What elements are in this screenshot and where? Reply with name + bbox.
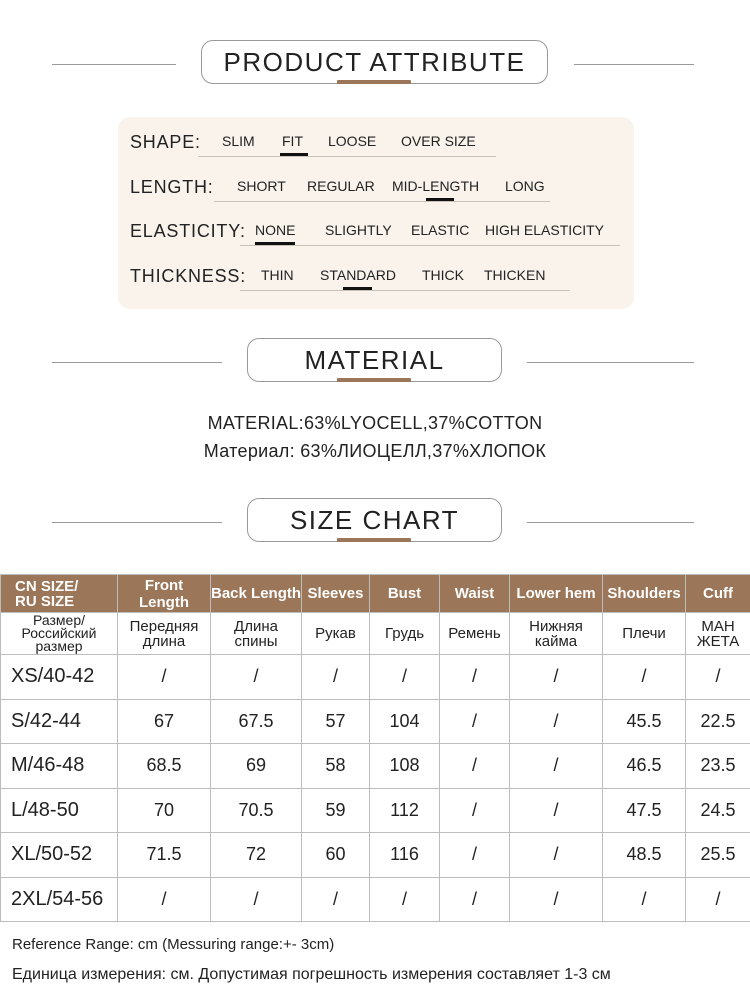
table-row	[1, 699, 750, 744]
attr-baseline	[240, 245, 620, 246]
table-cell: /	[440, 788, 510, 833]
attr-option: REGULAR	[307, 178, 375, 194]
table-row	[1, 788, 750, 833]
table-cell: /	[302, 655, 370, 700]
material-russian: Материал: 63%ЛИОЦЕЛЛ,37%ХЛОПОК	[203, 441, 547, 461]
table-cell: 116	[370, 833, 440, 878]
table-cell: 70.5	[211, 788, 302, 833]
selected-marker	[280, 153, 308, 156]
table-header-row	[1, 575, 750, 613]
table-row	[1, 744, 750, 789]
column-header: Bust	[370, 575, 440, 613]
attr-option: LONG	[505, 178, 545, 194]
table-cell: 72	[211, 833, 302, 878]
table-cell: /	[440, 744, 510, 789]
attr-baseline	[198, 156, 496, 157]
table-cell: /	[510, 655, 603, 700]
size-label-cell: L/48-50	[1, 788, 118, 833]
column-header-ru: Передняя длина	[118, 613, 211, 655]
attr-label-length: LENGTH:	[130, 177, 214, 197]
attr-option: LOOSE	[328, 133, 377, 149]
table-cell: /	[510, 788, 603, 833]
table-cell: /	[211, 877, 302, 922]
attr-label-thickness: THICKNESS:	[130, 266, 247, 286]
column-header-ru: Рукав	[302, 613, 370, 655]
table-cell: 60	[302, 833, 370, 878]
column-header: CN SIZE/ RU SIZE	[1, 575, 118, 613]
table-cell: 70	[118, 788, 211, 833]
attr-baseline	[240, 290, 570, 291]
size-label-cell: XL/50-52	[1, 833, 118, 878]
header-rule-left	[52, 362, 222, 363]
table-cell: /	[510, 833, 603, 878]
table-cell: /	[370, 877, 440, 922]
header-accent-bar	[337, 538, 411, 542]
size-chart-header	[0, 498, 750, 548]
header-rule-right	[574, 64, 694, 65]
table-cell: /	[440, 877, 510, 922]
attr-option-selected: NONE	[255, 222, 296, 238]
table-cell: 23.5	[686, 744, 750, 789]
size-chart-title: SIZE CHART	[247, 498, 502, 542]
table-cell: /	[510, 699, 603, 744]
attr-option: ELASTIC	[411, 222, 470, 238]
column-header-ru: Ремень	[440, 613, 510, 655]
column-header-ru: Длина спины	[211, 613, 302, 655]
table-cell: /	[440, 655, 510, 700]
attr-option: THICKEN	[484, 267, 546, 283]
header-rule-right	[527, 362, 694, 363]
attr-option: OVER SIZE	[401, 133, 476, 149]
header-rule-right	[527, 522, 694, 523]
table-cell: /	[370, 655, 440, 700]
table-cell: 25.5	[686, 833, 750, 878]
table-cell: 68.5	[118, 744, 211, 789]
attr-option: SLIM	[222, 133, 255, 149]
table-cell: 45.5	[603, 699, 686, 744]
column-header: Back Length	[211, 575, 302, 613]
table-cell: 58	[302, 744, 370, 789]
attr-row-length	[118, 175, 634, 205]
attribute-panel	[118, 117, 634, 309]
selected-marker	[255, 242, 295, 245]
table-cell: /	[440, 833, 510, 878]
table-cell: 47.5	[603, 788, 686, 833]
table-row	[1, 655, 750, 700]
reference-range-note: Reference Range: cm (Messuring range:+- 3cm)	[12, 936, 335, 953]
measurement-note-russian: Единица измерения: см. Допустимая погрешность измерения составляет 1-3 см	[12, 966, 611, 983]
size-label-cell: 2XL/54-56	[1, 877, 118, 922]
table-row	[1, 833, 750, 878]
table-cell: 57	[302, 699, 370, 744]
attr-option: HIGH ELASTICITY	[485, 222, 605, 238]
size-chart-table	[0, 574, 750, 922]
table-header-row-russian	[1, 613, 750, 655]
header-rule-left	[52, 64, 176, 65]
header-accent-bar	[337, 378, 411, 382]
table-cell: 46.5	[603, 744, 686, 789]
column-header-ru: Размер/ Российский размер	[1, 613, 118, 655]
table-cell: /	[510, 877, 603, 922]
header-accent-bar	[337, 80, 411, 84]
product-attribute-title: PRODUCT ATTRIBUTE	[201, 40, 548, 84]
column-header-ru: МАН ЖЕТА	[686, 613, 750, 655]
column-header-ru: Грудь	[370, 613, 440, 655]
selected-marker	[343, 287, 372, 290]
material-title: MATERIAL	[247, 338, 502, 382]
table-row	[1, 877, 750, 922]
table-cell: 59	[302, 788, 370, 833]
attr-option-selected: FIT	[282, 133, 303, 149]
attr-label-shape: SHAPE:	[130, 132, 201, 152]
table-cell: 67.5	[211, 699, 302, 744]
column-header: Sleeves	[302, 575, 370, 613]
table-cell: /	[211, 655, 302, 700]
attr-row-elasticity	[118, 219, 634, 249]
material-english: MATERIAL:63%LYOCELL,37%COTTON	[207, 413, 543, 433]
table-cell: /	[603, 655, 686, 700]
attr-baseline	[214, 201, 550, 202]
table-cell: 104	[370, 699, 440, 744]
selected-marker	[426, 198, 454, 201]
attr-label-elasticity: ELASTICITY:	[130, 221, 246, 241]
table-cell: 112	[370, 788, 440, 833]
size-label-cell: XS/40-42	[1, 655, 118, 700]
size-label-cell: S/42-44	[1, 699, 118, 744]
table-cell: 69	[211, 744, 302, 789]
table-cell: /	[302, 877, 370, 922]
attr-row-thickness	[118, 264, 634, 294]
table-cell: /	[686, 655, 750, 700]
table-cell: 24.5	[686, 788, 750, 833]
table-cell: 108	[370, 744, 440, 789]
table-cell: /	[686, 877, 750, 922]
column-header: Shoulders	[603, 575, 686, 613]
column-header-ru: Нижняя кайма	[510, 613, 603, 655]
size-label-cell: M/46-48	[1, 744, 118, 789]
attr-option-selected: MID-LENGTH	[392, 178, 480, 194]
table-cell: 67	[118, 699, 211, 744]
column-header: Waist	[440, 575, 510, 613]
table-cell: 48.5	[603, 833, 686, 878]
attr-option: THICK	[422, 267, 464, 283]
table-cell: 71.5	[118, 833, 211, 878]
table-cell: 22.5	[686, 699, 750, 744]
table-cell: /	[510, 744, 603, 789]
header-rule-left	[52, 522, 222, 523]
product-attribute-header	[0, 40, 750, 90]
table-cell: /	[118, 877, 211, 922]
attr-option: SLIGHTLY	[325, 222, 392, 238]
column-header: Cuff	[686, 575, 750, 613]
attr-row-shape	[118, 130, 634, 160]
column-header-ru: Плечи	[603, 613, 686, 655]
table-cell: /	[603, 877, 686, 922]
column-header: Lower hem	[510, 575, 603, 613]
material-header	[0, 338, 750, 388]
attr-option-selected: STANDARD	[320, 267, 396, 283]
attr-option: SHORT	[237, 178, 286, 194]
table-cell: /	[440, 699, 510, 744]
attr-option: THIN	[261, 267, 294, 283]
table-cell: /	[118, 655, 211, 700]
column-header: Front Length	[118, 575, 211, 613]
